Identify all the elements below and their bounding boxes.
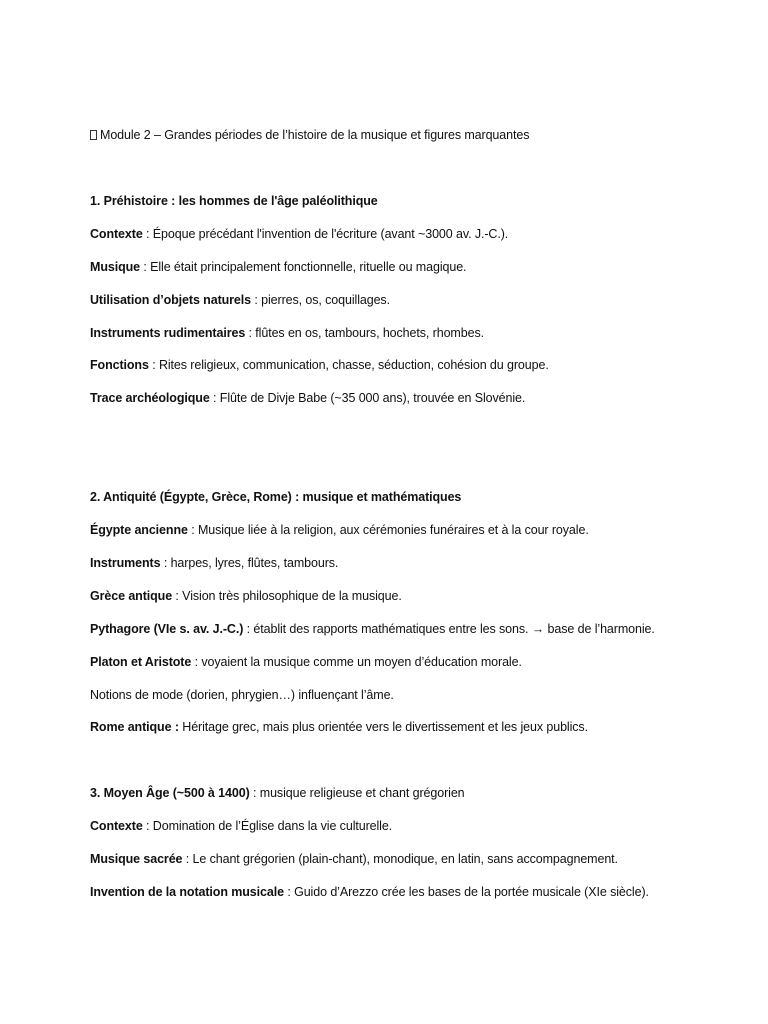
section-3-line-2 xyxy=(90,851,728,867)
line-text: : Guido d’Arezzo crée les bases de la portée musicale (XIe siècle). xyxy=(283,885,649,899)
line-text: : flûtes en os, tambours, hochets, rhombes. xyxy=(245,326,484,340)
section-3-line-3 xyxy=(90,884,728,900)
line-label: Fonctions xyxy=(90,358,149,372)
line-label: Trace archéologique xyxy=(90,391,210,405)
line-label: Musique sacrée xyxy=(90,852,183,866)
section-heading-text: 1. Préhistoire : les hommes de l'âge paléolithique xyxy=(90,194,378,208)
line-text: : Vision très philosophique de la musique. xyxy=(172,589,402,603)
line-text: Notions de mode (dorien, phrygien…) influençant l’âme. xyxy=(90,688,394,702)
line-text: : voyaient la musique comme un moyen d’éducation morale. xyxy=(191,655,522,669)
line-text: : établit des rapports mathématiques entre les sons. → base de l’harmonie. xyxy=(243,622,655,636)
line-text: : Époque précédant l'invention de l'écriture (avant ~3000 av. J.-C.). xyxy=(142,227,509,241)
section-1-line-6 xyxy=(90,390,728,406)
line-label: Instruments rudimentaires xyxy=(90,326,246,340)
missing-glyph-icon xyxy=(90,130,97,140)
line-text: Héritage grec, mais plus orientée vers le divertissement et les jeux publics. xyxy=(178,720,588,734)
section-1-line-3 xyxy=(90,292,728,308)
section-3-heading xyxy=(90,785,728,801)
line-label: Contexte xyxy=(90,819,143,833)
line-label: Platon et Aristote xyxy=(90,655,192,669)
section-heading-text: 2. Antiquité (Égypte, Grèce, Rome) : musique et mathématiques xyxy=(90,490,462,504)
section-1-line-5 xyxy=(90,357,728,373)
section-3-line-1 xyxy=(90,818,728,834)
line-text: : pierres, os, coquillages. xyxy=(251,293,390,307)
line-label: Instruments xyxy=(90,556,161,570)
line-label: Invention de la notation musicale xyxy=(90,885,284,899)
section-2-heading xyxy=(90,489,728,505)
line-text: : Domination de l’Église dans la vie culturelle. xyxy=(142,819,393,833)
line-text: : harpes, lyres, flûtes, tambours. xyxy=(160,556,339,570)
section-2-line-5 xyxy=(90,654,728,670)
line-text: : Elle était principalement fonctionnelle, rituelle ou magique. xyxy=(140,260,467,274)
document-title xyxy=(90,127,728,143)
section-2-line-2 xyxy=(90,555,728,571)
line-text: : Le chant grégorien (plain-chant), monodique, en latin, sans accompagnement. xyxy=(182,852,618,866)
line-label: Pythagore (VIe s. av. J.-C.) xyxy=(90,622,244,636)
document-title-text: Module 2 – Grandes périodes de l’histoire de la musique et figures marquantes xyxy=(100,128,530,142)
section-heading-text: 3. Moyen Âge (~500 à 1400) xyxy=(90,786,250,800)
line-label: Contexte xyxy=(90,227,143,241)
section-1-line-2 xyxy=(90,259,728,275)
section-2-line-3 xyxy=(90,588,728,604)
section-2-line-7 xyxy=(90,719,728,735)
section-2-line-1 xyxy=(90,522,728,538)
section-1-heading xyxy=(90,193,728,209)
section-2-line-6 xyxy=(90,687,728,703)
line-label: Musique xyxy=(90,260,140,274)
line-text: : Rites religieux, communication, chasse, séduction, cohésion du groupe. xyxy=(148,358,549,372)
section-heading-rest: : musique religieuse et chant grégorien xyxy=(249,786,465,800)
line-label: Utilisation d’objets naturels xyxy=(90,293,252,307)
line-label: Grèce antique xyxy=(90,589,173,603)
line-text: : Musique liée à la religion, aux cérémonies funéraires et à la cour royale. xyxy=(187,523,589,537)
section-1-line-4 xyxy=(90,325,728,341)
section-2-line-4 xyxy=(90,621,728,637)
line-label: Égypte ancienne xyxy=(90,523,188,537)
line-label: Rome antique : xyxy=(90,720,179,734)
section-1-line-1 xyxy=(90,226,728,242)
line-text: : Flûte de Divje Babe (~35 000 ans), trouvée en Slovénie. xyxy=(209,391,526,405)
